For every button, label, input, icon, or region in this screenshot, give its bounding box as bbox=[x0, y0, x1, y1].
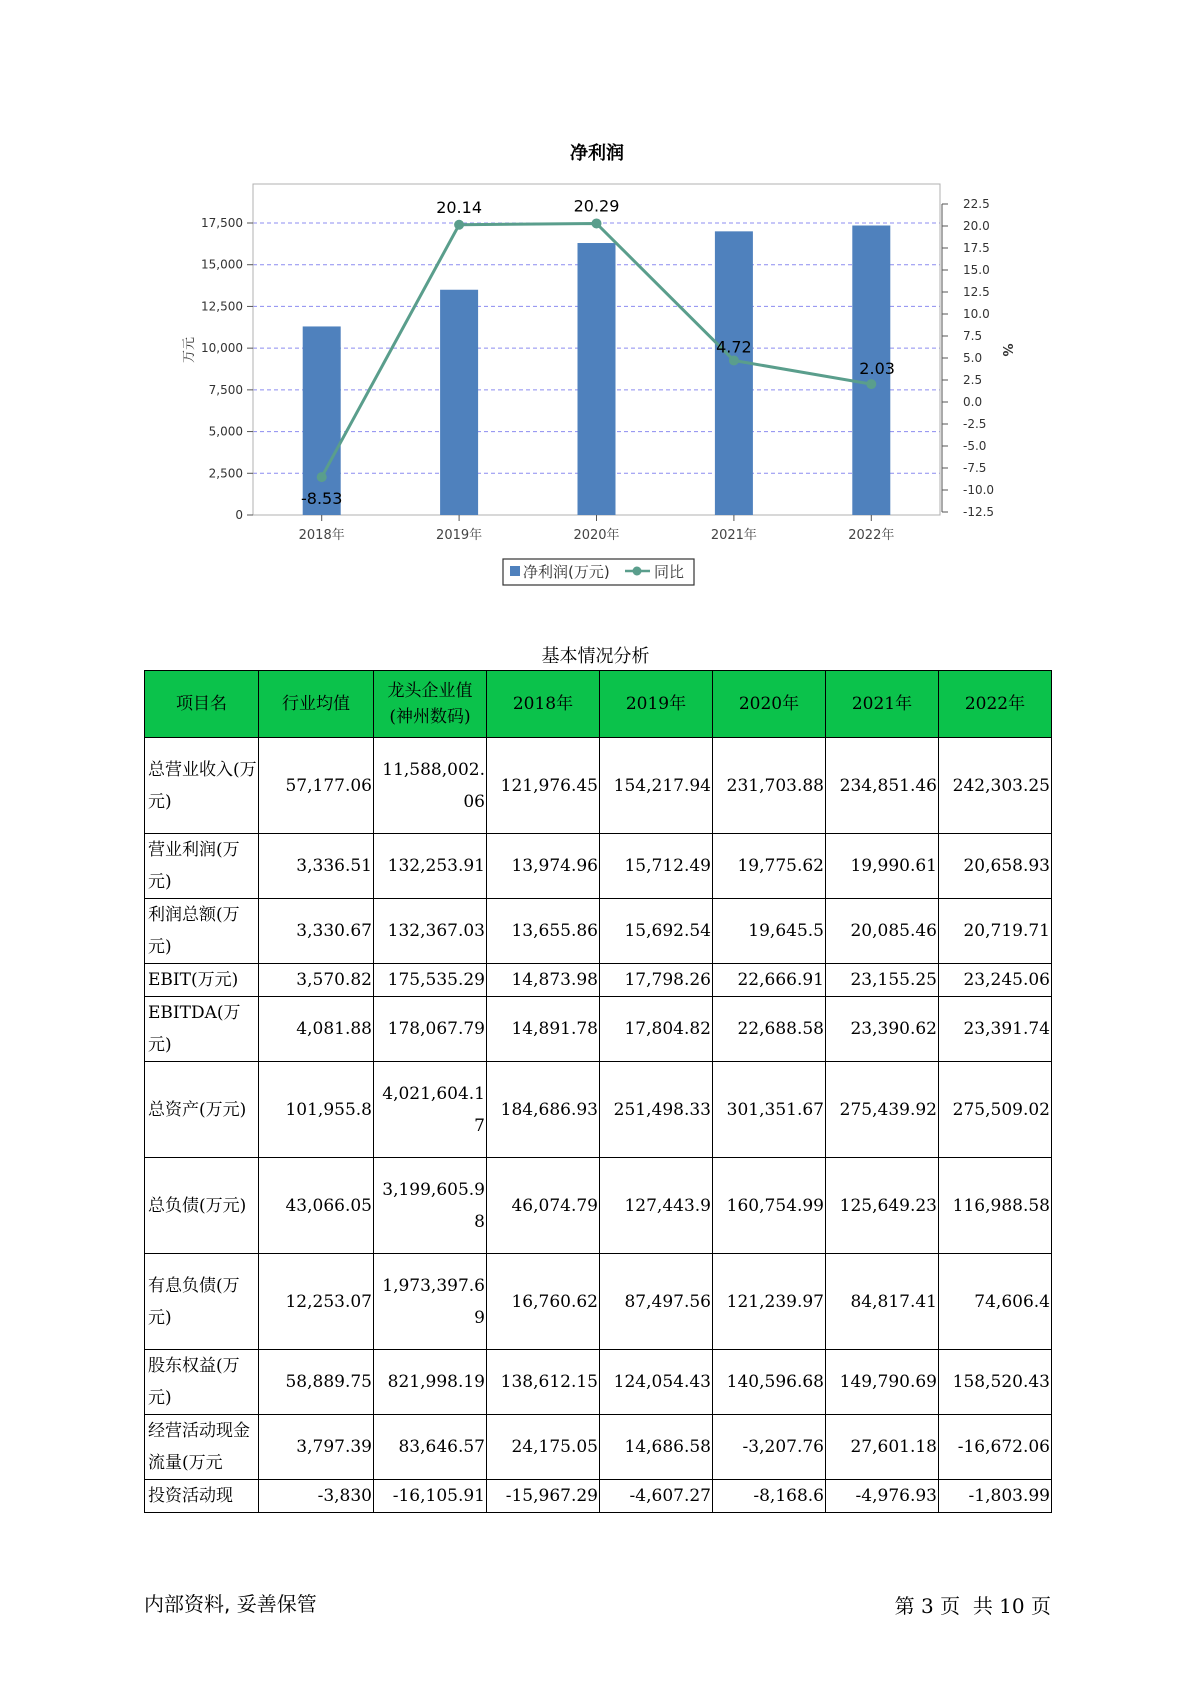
table-cell: 3,199,605.98 bbox=[374, 1158, 487, 1254]
header-industry-avg: 行业均值 bbox=[259, 671, 374, 738]
table-cell: 3,336.51 bbox=[259, 834, 374, 899]
y2-tick-label: 7.5 bbox=[963, 329, 983, 343]
table-cell: 132,253.91 bbox=[374, 834, 487, 899]
table-cell: 116,988.58 bbox=[939, 1158, 1052, 1254]
table-caption: 基本情况分析 bbox=[541, 646, 650, 667]
bar bbox=[440, 290, 478, 515]
row-label: 利润总额(万元) bbox=[145, 899, 259, 964]
table-cell: 58,889.75 bbox=[259, 1350, 374, 1415]
table-cell: 11,588,002.06 bbox=[374, 738, 487, 834]
x-tick-label: 2020年 bbox=[573, 528, 620, 543]
table-cell: 46,074.79 bbox=[487, 1158, 600, 1254]
y-tick-label: 5,000 bbox=[208, 424, 243, 439]
table-cell: 821,998.19 bbox=[374, 1350, 487, 1415]
table-cell: -4,976.93 bbox=[826, 1480, 939, 1513]
x-tick-label: 2018年 bbox=[298, 528, 345, 543]
y-tick-label: 12,500 bbox=[201, 299, 243, 314]
table-cell: 13,974.96 bbox=[487, 834, 600, 899]
y2-tick-label: 10.0 bbox=[963, 307, 990, 321]
y2-tick-label: 22.5 bbox=[963, 197, 990, 211]
table-cell: 14,873.98 bbox=[487, 964, 600, 997]
footer-page-number: 第 3 页 共 10 页 bbox=[894, 1594, 1051, 1618]
table-cell: 175,535.29 bbox=[374, 964, 487, 997]
table-row bbox=[145, 834, 1052, 899]
y2-tick-label: -7.5 bbox=[963, 461, 987, 475]
x-axis bbox=[299, 515, 895, 543]
row-label: 总营业收入(万元) bbox=[145, 738, 259, 834]
table-cell: 74,606.4 bbox=[939, 1254, 1052, 1350]
y-tick-label: 10,000 bbox=[201, 341, 243, 356]
table-cell: 121,239.97 bbox=[713, 1254, 826, 1350]
table-cell: 184,686.93 bbox=[487, 1062, 600, 1158]
table-cell: 23,155.25 bbox=[826, 964, 939, 997]
y2-tick-label: 0.0 bbox=[963, 395, 983, 409]
table-cell: 87,497.56 bbox=[600, 1254, 713, 1350]
data-label: 20.29 bbox=[573, 196, 620, 216]
table-cell: 160,754.99 bbox=[713, 1158, 826, 1254]
chart-legend bbox=[503, 559, 694, 585]
y-tick-label: 0 bbox=[235, 508, 243, 522]
table-cell: 19,775.62 bbox=[713, 834, 826, 899]
line-point bbox=[454, 220, 464, 230]
table-cell: 251,498.33 bbox=[600, 1062, 713, 1158]
table-cell: -4,607.27 bbox=[600, 1480, 713, 1513]
table-cell: 20,719.71 bbox=[939, 899, 1052, 964]
legend-bar-swatch bbox=[510, 566, 520, 576]
table-cell: 132,367.03 bbox=[374, 899, 487, 964]
table-row bbox=[145, 1480, 1052, 1513]
table-cell: 14,686.58 bbox=[600, 1415, 713, 1480]
y2-tick-label: 20.0 bbox=[963, 219, 990, 233]
table-cell: -3,207.76 bbox=[713, 1415, 826, 1480]
table-cell: 3,570.82 bbox=[259, 964, 374, 997]
data-label: 4.72 bbox=[716, 337, 752, 357]
table-cell: 20,658.93 bbox=[939, 834, 1052, 899]
table-cell: 140,596.68 bbox=[713, 1350, 826, 1415]
table-cell: 27,601.18 bbox=[826, 1415, 939, 1480]
table-cell: 20,085.46 bbox=[826, 899, 939, 964]
row-label: 总资产(万元) bbox=[145, 1062, 259, 1158]
y-tick-label: 2,500 bbox=[208, 466, 243, 481]
y2-tick-label: 17.5 bbox=[963, 241, 990, 255]
y-tick-label: 17,500 bbox=[201, 216, 243, 230]
table-cell: 24,175.05 bbox=[487, 1415, 600, 1480]
footer-confidential-note: 内部资料, 妥善保管 bbox=[144, 1592, 317, 1616]
line-point bbox=[592, 218, 602, 228]
y-axis-label: 万元 bbox=[182, 336, 197, 364]
header-2019: 2019年 bbox=[600, 671, 713, 738]
row-label: 总负债(万元) bbox=[145, 1158, 259, 1254]
table-cell: 275,439.92 bbox=[826, 1062, 939, 1158]
table-cell: 124,054.43 bbox=[600, 1350, 713, 1415]
table-cell: 4,021,604.17 bbox=[374, 1062, 487, 1158]
table-cell: 138,612.15 bbox=[487, 1350, 600, 1415]
header-2021: 2021年 bbox=[826, 671, 939, 738]
table-cell: 19,990.61 bbox=[826, 834, 939, 899]
table-cell: -1,803.99 bbox=[939, 1480, 1052, 1513]
bar bbox=[300, 326, 343, 515]
table-cell: 14,891.78 bbox=[487, 997, 600, 1062]
table-cell: 43,066.05 bbox=[259, 1158, 374, 1254]
table-cell: 242,303.25 bbox=[939, 738, 1052, 834]
net-profit-chart bbox=[0, 0, 1191, 620]
y2-tick-label: -5.0 bbox=[963, 439, 987, 453]
x-tick-label: 2019年 bbox=[436, 528, 483, 543]
table-cell: 16,760.62 bbox=[487, 1254, 600, 1350]
basic-analysis-table bbox=[144, 670, 1052, 1513]
row-label: 经营活动现金流量(万元 bbox=[145, 1415, 259, 1480]
table-row bbox=[145, 1254, 1052, 1350]
table-cell: 12,253.07 bbox=[259, 1254, 374, 1350]
row-label: EBITDA(万元) bbox=[145, 997, 259, 1062]
table-cell: 17,804.82 bbox=[600, 997, 713, 1062]
table-cell: 13,655.86 bbox=[487, 899, 600, 964]
table-cell: 121,976.45 bbox=[487, 738, 600, 834]
table-cell: 57,177.06 bbox=[259, 738, 374, 834]
table-row bbox=[145, 997, 1052, 1062]
table-cell: 1,973,397.69 bbox=[374, 1254, 487, 1350]
table-cell: 158,520.43 bbox=[939, 1350, 1052, 1415]
table-cell: 127,443.9 bbox=[600, 1158, 713, 1254]
table-row bbox=[145, 738, 1052, 834]
table-row bbox=[145, 1415, 1052, 1480]
x-tick-label: 2021年 bbox=[710, 528, 757, 543]
y2-axis-label: % bbox=[999, 343, 1014, 357]
row-label: 营业利润(万元) bbox=[145, 834, 259, 899]
y2-tick-label: 15.0 bbox=[963, 263, 990, 277]
table-cell: 125,649.23 bbox=[826, 1158, 939, 1254]
table-cell: 4,081.88 bbox=[259, 997, 374, 1062]
header-item-name: 项目名 bbox=[145, 671, 259, 738]
table-cell: 23,245.06 bbox=[939, 964, 1052, 997]
legend-bar-label: 净利润(万元) bbox=[523, 563, 610, 581]
table-row bbox=[145, 1350, 1052, 1415]
line-point bbox=[866, 379, 876, 389]
table-cell: 234,851.46 bbox=[826, 738, 939, 834]
table-cell: 3,797.39 bbox=[259, 1415, 374, 1480]
table-cell: -3,830 bbox=[259, 1480, 374, 1513]
row-label: 有息负债(万元) bbox=[145, 1254, 259, 1350]
header-2020: 2020年 bbox=[713, 671, 826, 738]
table-row bbox=[145, 1158, 1052, 1254]
row-label: 股东权益(万元) bbox=[145, 1350, 259, 1415]
bar-series bbox=[300, 226, 891, 515]
table-cell: 101,955.8 bbox=[259, 1062, 374, 1158]
table-cell: 22,666.91 bbox=[713, 964, 826, 997]
x-tick-label: 2022年 bbox=[848, 528, 895, 543]
table-cell: -15,967.29 bbox=[487, 1480, 600, 1513]
table-cell: 178,067.79 bbox=[374, 997, 487, 1062]
table-body bbox=[145, 738, 1052, 1513]
y2-tick-label: 5.0 bbox=[963, 351, 983, 365]
table-row bbox=[145, 899, 1052, 964]
line-point bbox=[317, 472, 327, 482]
left-axis bbox=[201, 216, 253, 522]
y2-tick-label: -12.5 bbox=[963, 505, 995, 519]
header-2018: 2018年 bbox=[487, 671, 600, 738]
legend-line-label: 同比 bbox=[654, 563, 685, 581]
y-tick-label: 15,000 bbox=[201, 257, 243, 272]
bar bbox=[578, 243, 616, 515]
y2-tick-label: -2.5 bbox=[963, 417, 987, 431]
bar bbox=[715, 231, 753, 515]
y2-tick-label: 2.5 bbox=[963, 373, 983, 387]
line-point bbox=[729, 355, 739, 365]
row-label: 投资活动现 bbox=[145, 1480, 259, 1513]
table-cell: 23,390.62 bbox=[826, 997, 939, 1062]
header-leader-value: 龙头企业值(神州数码) bbox=[374, 671, 487, 738]
table-header-row bbox=[145, 671, 1052, 738]
data-label: 20.14 bbox=[436, 197, 483, 217]
table-cell: 3,330.67 bbox=[259, 899, 374, 964]
table-cell: 84,817.41 bbox=[826, 1254, 939, 1350]
table-cell: 83,646.57 bbox=[374, 1415, 487, 1480]
table-cell: 19,645.5 bbox=[713, 899, 826, 964]
chart-title: 净利润 bbox=[570, 143, 624, 164]
table-cell: 301,351.67 bbox=[713, 1062, 826, 1158]
table-row bbox=[145, 1062, 1052, 1158]
legend-line-marker bbox=[633, 567, 642, 576]
table-cell: 275,509.02 bbox=[939, 1062, 1052, 1158]
data-label: -8.53 bbox=[300, 489, 343, 509]
table-row bbox=[145, 964, 1052, 997]
row-label: EBIT(万元) bbox=[145, 964, 259, 997]
table-cell: 231,703.88 bbox=[713, 738, 826, 834]
y2-tick-label: 12.5 bbox=[963, 285, 990, 299]
table-cell: 15,712.49 bbox=[600, 834, 713, 899]
right-axis bbox=[942, 197, 994, 519]
table-cell: 154,217.94 bbox=[600, 738, 713, 834]
table-cell: 22,688.58 bbox=[713, 997, 826, 1062]
header-2022: 2022年 bbox=[939, 671, 1052, 738]
y2-tick-label: -10.0 bbox=[963, 483, 995, 497]
table-cell: -8,168.6 bbox=[713, 1480, 826, 1513]
table-cell: -16,105.91 bbox=[374, 1480, 487, 1513]
table-cell: 15,692.54 bbox=[600, 899, 713, 964]
data-label: 2.03 bbox=[859, 359, 895, 379]
table-cell: 17,798.26 bbox=[600, 964, 713, 997]
y-tick-label: 7,500 bbox=[208, 382, 243, 397]
table-cell: 149,790.69 bbox=[826, 1350, 939, 1415]
table-cell: -16,672.06 bbox=[939, 1415, 1052, 1480]
table-cell: 23,391.74 bbox=[939, 997, 1052, 1062]
